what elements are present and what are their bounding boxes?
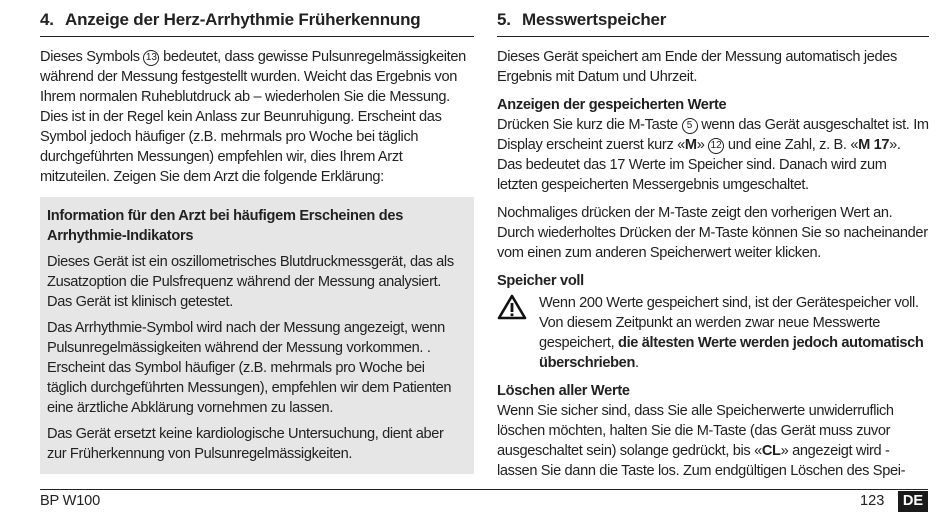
- subheading-show-values: Anzeigen der gespeicherten Werte: [497, 97, 727, 113]
- show-values-paragraph: [497, 115, 929, 195]
- subheading-delete-all: Löschen aller Werte: [497, 383, 630, 399]
- warning-triangle-icon: [497, 293, 539, 373]
- section-4-number: 4.: [40, 10, 54, 29]
- left-column: [40, 10, 474, 474]
- info-paragraph-3: Das Gerät ersetzt keine kardiologische Untersuchung, dient aber zur Früherkennung von Pulsunregelmässigkeiten.: [47, 426, 444, 462]
- symbol-13-icon: 13: [143, 50, 159, 66]
- text-run: ». Das bedeutet das 17 Werte im Speicher sind. Danach wird zum letzten gespeicherten Messergebnis umgeschaltet.: [497, 137, 901, 193]
- display-m: M: [684, 137, 697, 153]
- memory-full-warning: [497, 293, 929, 373]
- section-5-heading: [497, 10, 929, 37]
- doctor-info-box: [40, 197, 474, 474]
- section-4-title: Anzeige der Herz-Arrhythmie Früherkennung: [65, 10, 421, 29]
- language-badge: DE: [898, 491, 928, 512]
- text-run: Wenn Sie sicher sind, dass Sie alle Speicherwerte unwiderruflich löschen möchten, halten Sie die M-Taste (das Gerät muss zuvor ausgeschaltet sein) solange gedrückt, bis «: [497, 403, 894, 459]
- text-run: Drücken Sie kurz die M-Taste: [497, 117, 682, 133]
- display-cl: CL: [761, 443, 781, 459]
- text-run: Dieses Symbols: [40, 49, 144, 65]
- symbol-12-icon: 12: [708, 138, 724, 154]
- memory-intro: Dieses Gerät speichert am Ende der Messung automatisch jedes Ergebnis mit Datum und Uhrzeit.: [497, 49, 897, 85]
- right-column: [497, 10, 929, 481]
- model-name: BP W100: [40, 493, 100, 509]
- info-box-title: Information für den Arzt bei häufigem Erscheinen des Arrhythmie-Indikators: [47, 208, 404, 244]
- text-run: bedeutet, dass gewisse Pulsunregelmässigkeiten während der Messung festgestellt wurden. Weicht das Ergebnis von Ihrem normalen Ruheblutdruck ab – wiederholen Sie die Messung. Dies ist in der Regel kein Anlass zur Beunruhigung. Erscheint das Symbol jedoch häufiger (z.B. mehrmals pro Woche bei täglich durchgeführten Messungen) empfehlen wir, dies Ihrem Arzt mitzuteilen. Zeigen Sie dem Arzt die folgende Erklärung:: [40, 49, 466, 185]
- repeat-press-paragraph: Nochmaliges drücken der M-Taste zeigt den vorherigen Wert an. Durch wiederholtes Drücken der M-Taste können Sie so nacheinander vom einen zum anderen Speicherwert weiter klicken.: [497, 205, 928, 261]
- symbol-5-icon: 5: [682, 118, 698, 134]
- section-4-heading: [40, 10, 474, 37]
- delete-all-paragraph: [497, 401, 929, 481]
- info-paragraph-1: Dieses Gerät ist ein oszillometrisches Blutdruckmessgerät, das als Zusatzoption die Pulsfrequenz während der Messung analysiert. Das Gerät ist klinisch getestet.: [47, 254, 454, 310]
- footer-rule: [40, 489, 928, 490]
- overwrite-notice: die ältesten Werte werden jedoch automatisch überschrieben: [539, 335, 924, 371]
- display-m17: M 17: [858, 137, 890, 153]
- arrhythmia-paragraph: [40, 47, 474, 187]
- subheading-memory-full: Speicher voll: [497, 273, 584, 289]
- text-run: wenn das Gerät ausgeschaltet ist. Im Display erscheint zuerst kurz «: [497, 117, 929, 153]
- text-run: und eine Zahl, z. B. «: [724, 137, 859, 153]
- text-run: Wenn 200 Werte gespeichert sind, ist der Gerätespeicher voll. Von diesem Zeitpunkt an werden zwar neue Messwerte gespeichert,: [539, 295, 919, 351]
- section-5-number: 5.: [497, 10, 511, 29]
- info-paragraph-2: Das Arrhythmie-Symbol wird nach der Messung angezeigt, wenn Pulsunregelmässigkeiten während der Messung vorkommen. . Erscheint das Symbol häufiger (z.B. mehrmals pro Woche bei täglich durchgeführten Messungen), empfehlen wir dem Patienten eine ärztliche Abklärung vornehmen zu lassen.: [47, 320, 452, 416]
- text-run: .: [635, 355, 639, 371]
- text-run: »: [696, 137, 709, 153]
- memory-full-text: [539, 293, 929, 373]
- text-run: » angezeigt wird - lassen Sie dann die Taste los. Zum endgültigen Löschen des Spei-: [497, 443, 906, 479]
- section-5-title: Messwertspeicher: [522, 10, 667, 29]
- page-number: 123: [860, 493, 885, 509]
